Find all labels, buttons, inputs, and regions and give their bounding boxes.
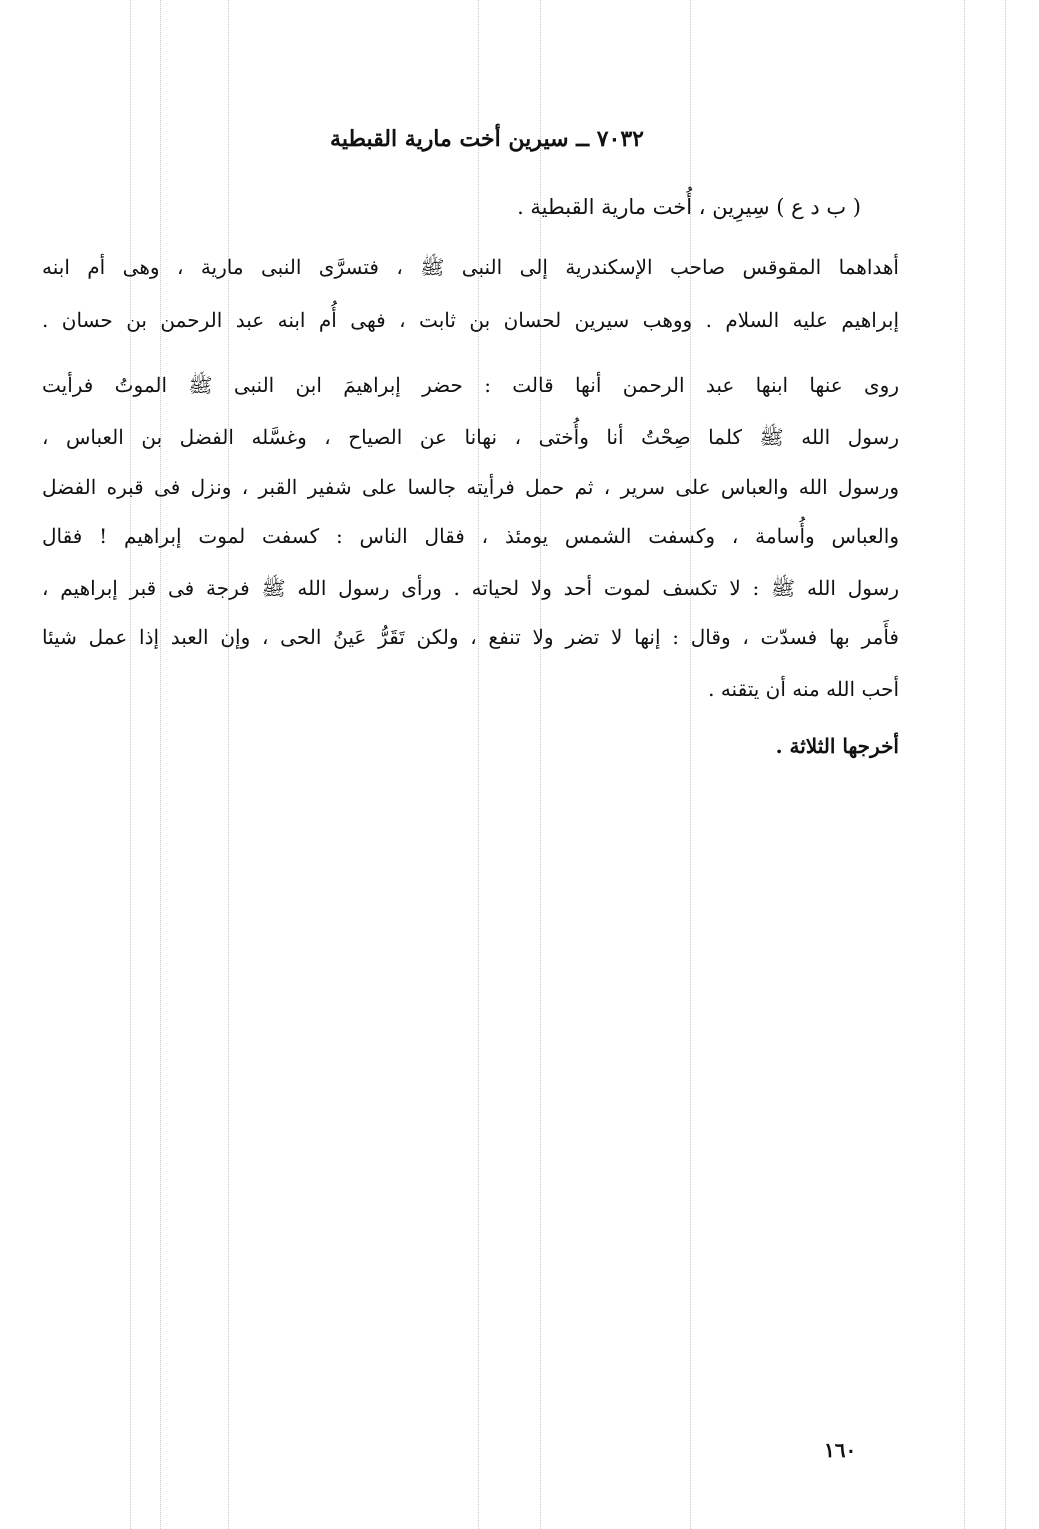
scan-guide-line — [690, 0, 691, 1529]
paragraph-2-line-2: رسول الله ﷺ كلما صِحْتُ أنا وأُختى ، نهانا عن الصياح ، وغسَّله الفضل بن العباس ، — [42, 425, 899, 449]
scan-guide-line — [540, 0, 541, 1529]
scan-guide-line — [160, 0, 161, 1529]
scan-guide-line — [964, 0, 965, 1529]
entry-subtitle: ( ب د ع ) سِيرِين ، أُخت مارية القبطية . — [517, 195, 861, 219]
page-number: ١٦٠ — [824, 1438, 857, 1462]
paragraph-2-line-5: رسول الله ﷺ : لا تكسف لموت أحد ولا لحياته . ورأى رسول الله ﷺ فرجة فى قبر إبراهيم ، — [42, 576, 899, 600]
paragraph-2-line-1: روى عنها ابنها عبد الرحمن أنها قالت : حضر إبراهيمَ ابن النبى ﷺ الموتُ فرأيت — [42, 373, 899, 397]
scan-guide-line — [228, 0, 229, 1529]
paragraph-1-line-2: إبراهيم عليه السلام . ووهب سيرين لحسان بن ثابت ، فهى أُم ابنه عبد الرحمن بن حسان . — [42, 308, 899, 332]
scan-guide-line — [478, 0, 479, 1529]
scan-guide-line — [130, 0, 131, 1529]
paragraph-2-line-3: ورسول الله والعباس على سرير ، ثم حمل فرأيته جالسا على شفير القبر ، ونزل فى قبره الفضل — [42, 475, 899, 499]
scan-guide-line — [1005, 0, 1006, 1529]
paragraph-2-line-4: والعباس وأُسامة ، وكسفت الشمس يومئذ ، فقال الناس : كسفت لموت إبراهيم ! فقال — [42, 524, 899, 548]
paragraph-2-line-7: أحب الله منه أن يتقنه . — [708, 677, 899, 701]
paragraph-1-line-1: أهداهما المقوقس صاحب الإسكندرية إلى النبى ﷺ ، فتسرَّى النبى مارية ، وهى أم ابنه — [42, 255, 899, 279]
closing-note: أخرجها الثلاثة . — [775, 734, 899, 758]
entry-title: ٧٠٣٢ ــ سيرين أخت مارية القبطية — [330, 126, 644, 152]
paragraph-2-line-6: فأَمر بها فسدّت ، وقال : إنها لا تضر ولا تنفع ، ولكن تَقَرُّ عَينُ الحى ، وإن العبد إذا عمل شيئا — [42, 625, 899, 649]
